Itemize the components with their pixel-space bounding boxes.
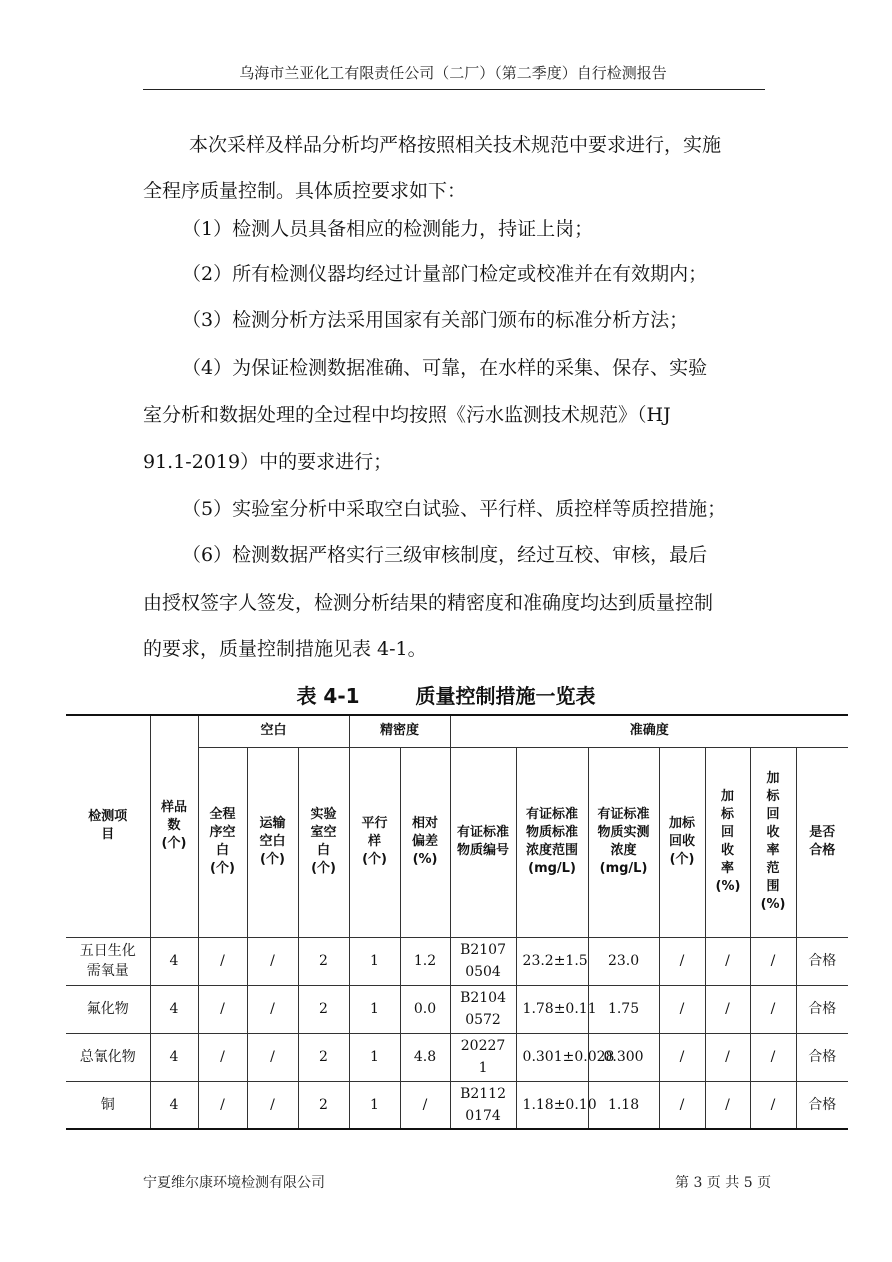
header-sample-count: 样品数(个) bbox=[150, 715, 198, 937]
transport-blank-cell: / bbox=[247, 1081, 298, 1129]
header-lab-blank: 实验室空白(个) bbox=[298, 747, 349, 937]
paragraph-line: （2）所有检测仪器均经过计量部门检定或校准并在有效期内； bbox=[182, 263, 708, 285]
spike-count-cell: / bbox=[659, 937, 705, 985]
header-crm-range: 有证标准物质标准浓度范围(mg/L) bbox=[516, 747, 588, 937]
full-blank-cell: / bbox=[198, 937, 247, 985]
header-item: 检测项目 bbox=[66, 715, 150, 937]
paragraph-line: （4）为保证检测数据准确、可靠，在水样的采集、保存、实验 bbox=[182, 357, 708, 379]
spike-recovery-cell: / bbox=[705, 1033, 750, 1081]
spike-recovery-cell: / bbox=[705, 1081, 750, 1129]
full-blank-cell: / bbox=[198, 1033, 247, 1081]
spike-range-cell: / bbox=[750, 1033, 796, 1081]
quality-control-table bbox=[66, 714, 848, 1130]
crm-measured-cell: 23.0 bbox=[588, 937, 659, 985]
footer-page-number: 第 3 页 共 5 页 bbox=[675, 1175, 772, 1191]
lab-blank-cell: 2 bbox=[298, 1081, 349, 1129]
crm-range-cell: 1.78±0.11 bbox=[516, 985, 588, 1033]
crm-id-cell: B21070504 bbox=[450, 937, 516, 985]
item-cell: 总氰化物 bbox=[66, 1033, 150, 1081]
transport-blank-cell: / bbox=[247, 937, 298, 985]
paragraph-line: 室分析和数据处理的全过程中均按照《污水监测技术规范》（HJ bbox=[143, 404, 671, 426]
spike-count-cell: / bbox=[659, 1033, 705, 1081]
header-parallel: 平行样(个) bbox=[349, 747, 400, 937]
item-cell: 氟化物 bbox=[66, 985, 150, 1033]
spike-recovery-cell: / bbox=[705, 985, 750, 1033]
table-row bbox=[66, 1081, 848, 1129]
lab-blank-cell: 2 bbox=[298, 985, 349, 1033]
table-caption-title: 质量控制措施一览表 bbox=[415, 684, 596, 708]
table-caption bbox=[0, 680, 892, 709]
paragraph-line: （3）检测分析方法采用国家有关部门颁布的标准分析方法； bbox=[182, 309, 689, 331]
header-rel-dev: 相对偏差(%) bbox=[400, 747, 450, 937]
rel-dev-cell: 0.0 bbox=[400, 985, 450, 1033]
header-spike-recovery: 加标回收率(%) bbox=[705, 747, 750, 937]
header-group-precision: 精密度 bbox=[349, 715, 450, 747]
header-rule bbox=[143, 89, 765, 90]
header-full-blank: 全程序空白(个) bbox=[198, 747, 247, 937]
crm-measured-cell: 1.18 bbox=[588, 1081, 659, 1129]
paragraph-line: 全程序质量控制。具体质控要求如下： bbox=[143, 180, 467, 202]
spike-count-cell: / bbox=[659, 985, 705, 1033]
table-row bbox=[66, 985, 848, 1033]
sample-count-cell: 4 bbox=[150, 937, 198, 985]
item-cell: 五日生化需氧量 bbox=[66, 937, 150, 985]
report-header: 乌海市兰亚化工有限责任公司（二厂）（第二季度）自行检测报告 bbox=[239, 64, 667, 82]
table-row bbox=[66, 937, 848, 985]
pass-cell: 合格 bbox=[796, 937, 848, 985]
pass-cell: 合格 bbox=[796, 1033, 848, 1081]
header-crm-measured: 有证标准物质实测浓度(mg/L) bbox=[588, 747, 659, 937]
transport-blank-cell: / bbox=[247, 985, 298, 1033]
rel-dev-cell: 1.2 bbox=[400, 937, 450, 985]
crm-id-cell: B21040572 bbox=[450, 985, 516, 1033]
table-body bbox=[66, 937, 848, 1129]
transport-blank-cell: / bbox=[247, 1033, 298, 1081]
crm-id-cell: B21120174 bbox=[450, 1081, 516, 1129]
parallel-cell: 1 bbox=[349, 937, 400, 985]
parallel-cell: 1 bbox=[349, 1081, 400, 1129]
rel-dev-cell: / bbox=[400, 1081, 450, 1129]
pass-cell: 合格 bbox=[796, 985, 848, 1033]
paragraph-line: （5）实验室分析中采取空白试验、平行样、质控样等质控措施； bbox=[182, 498, 727, 520]
paragraph-line: （6）检测数据严格实行三级审核制度，经过互校、审核，最后 bbox=[182, 544, 708, 566]
spike-count-cell: / bbox=[659, 1081, 705, 1129]
header-group-accuracy: 准确度 bbox=[450, 715, 848, 747]
spike-range-cell: / bbox=[750, 985, 796, 1033]
spike-range-cell: / bbox=[750, 937, 796, 985]
sample-count-cell: 4 bbox=[150, 1033, 198, 1081]
crm-measured-cell: 0.300 bbox=[588, 1033, 659, 1081]
header-pass: 是否合格 bbox=[796, 747, 848, 937]
parallel-cell: 1 bbox=[349, 985, 400, 1033]
paragraph-line: 由授权签字人签发，检测分析结果的精密度和准确度均达到质量控制 bbox=[143, 592, 714, 614]
paragraph-line: 本次采样及样品分析均严格按照相关技术规范中要求进行，实施 bbox=[189, 134, 722, 156]
header-transport-blank: 运输空白(个) bbox=[247, 747, 298, 937]
parallel-cell: 1 bbox=[349, 1033, 400, 1081]
paragraph-line: （1）检测人员具备相应的检测能力，持证上岗； bbox=[182, 218, 594, 240]
table-caption-number: 表 4-1 bbox=[296, 684, 360, 708]
item-cell: 铜 bbox=[66, 1081, 150, 1129]
sample-count-cell: 4 bbox=[150, 985, 198, 1033]
paragraph-line: 的要求，质量控制措施见表 4-1。 bbox=[143, 638, 427, 660]
pass-cell: 合格 bbox=[796, 1081, 848, 1129]
header-crm-id: 有证标准物质编号 bbox=[450, 747, 516, 937]
lab-blank-cell: 2 bbox=[298, 937, 349, 985]
spike-recovery-cell: / bbox=[705, 937, 750, 985]
paragraph-line: 91.1-2019）中的要求进行； bbox=[143, 451, 393, 473]
spike-range-cell: / bbox=[750, 1081, 796, 1129]
crm-measured-cell: 1.75 bbox=[588, 985, 659, 1033]
table-row bbox=[66, 1033, 848, 1081]
header-spike-range: 加标回收率范围(%) bbox=[750, 747, 796, 937]
crm-id-cell: 202271 bbox=[450, 1033, 516, 1081]
full-blank-cell: / bbox=[198, 1081, 247, 1129]
header-spike-count: 加标回收(个) bbox=[659, 747, 705, 937]
rel-dev-cell: 4.8 bbox=[400, 1033, 450, 1081]
sample-count-cell: 4 bbox=[150, 1081, 198, 1129]
footer-company: 宁夏维尔康环境检测有限公司 bbox=[143, 1175, 325, 1191]
lab-blank-cell: 2 bbox=[298, 1033, 349, 1081]
full-blank-cell: / bbox=[198, 985, 247, 1033]
header-group-blank: 空白 bbox=[198, 715, 349, 747]
crm-range-cell: 23.2±1.5 bbox=[516, 937, 588, 985]
crm-range-cell: 1.18±0.10 bbox=[516, 1081, 588, 1129]
crm-range-cell: 0.301±0.028 bbox=[516, 1033, 588, 1081]
